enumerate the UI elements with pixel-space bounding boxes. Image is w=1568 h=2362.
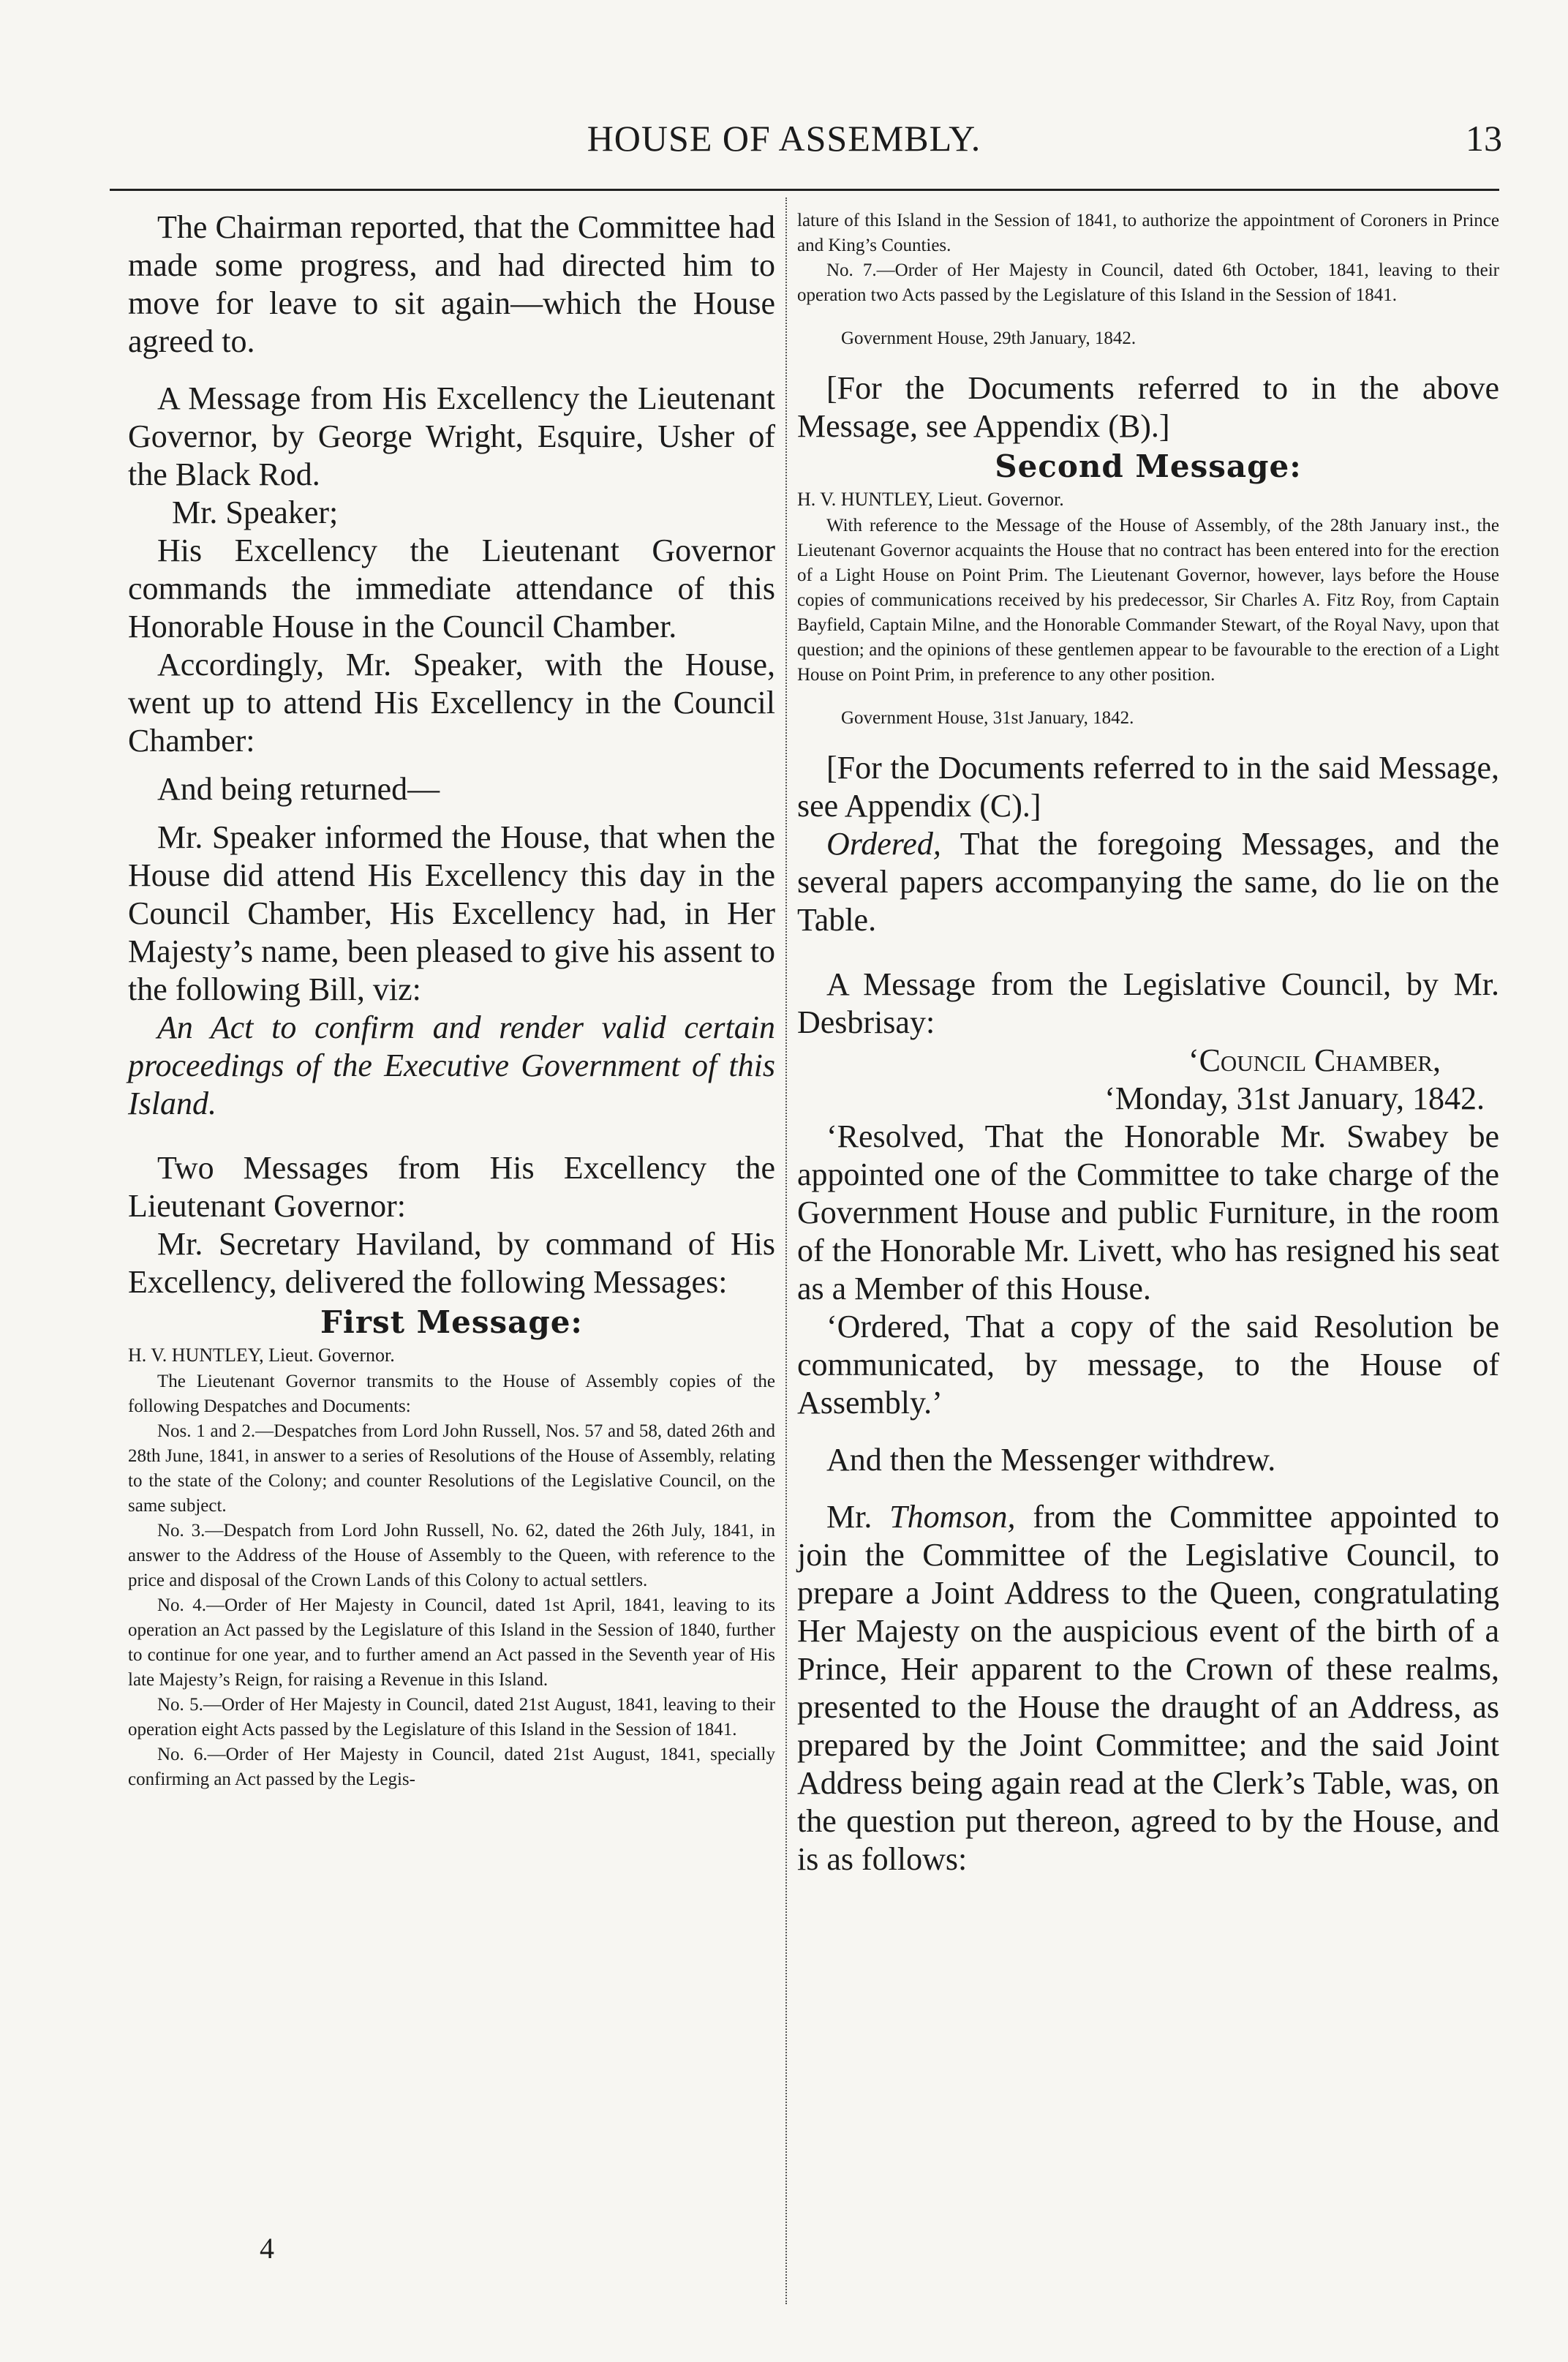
paragraph-resolved-swabey: ‘Resolved, That the Honorable Mr. Swabey be appointed one of the Committee to take charge of the Government House and public Furniture, in the room of the Honorable Mr. Livett, who has resigned his seat as a Member of this House. bbox=[797, 1118, 1499, 1306]
paragraph-commands-attendance: His Excellency the Lieutenant Governor commands the immediate attendance of this Honorable House in the Council Chamber. bbox=[128, 533, 775, 644]
document-no-3: No. 3.—Despatch from Lord John Russell, No. 62, dated the 26th July, 1841, in answer to the Address of the House of Assembly to the Queen, with reference to the price and disposal of the Crown Lands of this Colony to actual settlers. bbox=[128, 1521, 775, 1590]
paragraph-chairman-report: The Chairman reported, that the Committee had made some progress, and had directed him to move for leave to sit again—which the House agreed to. bbox=[128, 209, 775, 359]
document-no-6-continued: lature of this Island in the Session of 1841, to authorize the appointment of Coroners in Prince and King’s Counties. bbox=[797, 211, 1499, 255]
dateline-second-message: Government House, 31st January, 1842. bbox=[841, 708, 1134, 728]
document-no-5: No. 5.—Order of Her Majesty in Council, dated 21st August, 1841, leaving to their operation eight Acts passed by the Legislature of this Island in the Session of 1841. bbox=[128, 1695, 775, 1739]
first-message-signature: H. V. HUNTLEY, Lieut. Governor. bbox=[128, 1344, 395, 1366]
paragraph-act-title: An Act to confirm and render valid certain proceedings of the Executive Government of this Island. bbox=[128, 1009, 775, 1121]
paragraph-speaker-informed: Mr. Speaker informed the House, that when the House did attend His Excellency this day in the Council Chamber, His Excellency had, in Her Majesty’s name, been pleased to give his assent to the following Bill, viz: bbox=[128, 819, 775, 1007]
paragraph-being-returned: And being returned— bbox=[157, 771, 440, 807]
ordered-text: That the foregoing Messages, and the several papers accompanying the same, do lie on the Table. bbox=[797, 826, 1499, 938]
second-message-heading: Second Message: bbox=[995, 448, 1302, 484]
header-rule bbox=[110, 189, 1499, 191]
thomson-prefix: Mr. bbox=[826, 1499, 872, 1535]
council-chamber-line: ‘Council Chamber, bbox=[1188, 1042, 1441, 1078]
running-title: HOUSE OF ASSEMBLY. bbox=[587, 118, 981, 159]
paragraph-message-black-rod: A Message from His Excellency the Lieutenant Governor, by George Wright, Esquire, Usher of the Black Rod. bbox=[128, 380, 775, 492]
paragraph-appendix-c: [For the Documents referred to in the said Message, see Appendix (C).] bbox=[797, 750, 1499, 824]
second-message-body: With reference to the Message of the House of Assembly, of the 28th January inst., the Lieutenant Governor acquaints the House that no contract has been entered into for the erection of a Light House on Point Prim. The Lieutenant Governor, however, lays before the House copies of communications received by his predecessor, Sir Charles A. Fitz Roy, from Captain Bayfield, Captain Milne, and the Honorable Commander Stewart, of the Royal Navy, upon that question; and the opinions of these gentlemen appear to be favourable to the erection of a Light House on Point Prim, in preference to any other position. bbox=[797, 516, 1499, 685]
sheet-signature-mark: 4 bbox=[260, 2232, 274, 2265]
paragraph-appendix-b: [For the Documents referred to in the above Message, see Appendix (B).] bbox=[797, 370, 1499, 444]
paragraph-ordered-copy: ‘Ordered, That a copy of the said Resolution be communicated, by message, to the House of Assembly.’ bbox=[797, 1309, 1499, 1421]
paragraph-thomson-joint-address bbox=[797, 1498, 1499, 1878]
paragraph-two-messages: Two Messages from His Excellency the Lieutenant Governor: bbox=[128, 1150, 775, 1224]
paragraph-accordingly: Accordingly, Mr. Speaker, with the House, went up to attend His Excellency in the Council Chamber: bbox=[128, 647, 775, 759]
paragraph-secretary-haviland: Mr. Secretary Haviland, by command of His Excellency, delivered the following Messages: bbox=[128, 1226, 775, 1300]
page-header bbox=[0, 110, 1568, 168]
thomson-name: Thomson, bbox=[889, 1499, 1016, 1535]
first-message-intro: The Lieutenant Governor transmits to the House of Assembly copies of the following Despatches and Documents: bbox=[128, 1372, 775, 1416]
document-no-6: No. 6.—Order of Her Majesty in Council, dated 21st August, 1841, specially confirming an Act passed by the Legis- bbox=[128, 1745, 775, 1789]
column-divider bbox=[785, 198, 788, 2304]
document-no-4: No. 4.—Order of Her Majesty in Council, dated 1st April, 1841, leaving to its operation an Act passed by the Legislature of this Island in the Session of 1840, further to continue for one year, and to further amend an Act passed in the Seventh year of His late Majesty’s Reign, for raising a Revenue in this Island. bbox=[128, 1595, 775, 1690]
page-number: 13 bbox=[1466, 118, 1502, 159]
paragraph-mr-speaker: Mr. Speaker; bbox=[172, 494, 339, 530]
dateline-first-message: Government House, 29th January, 1842. bbox=[841, 328, 1137, 348]
second-message-signature: H. V. HUNTLEY, Lieut. Governor. bbox=[797, 489, 1064, 510]
paragraph-messenger-withdrew: And then the Messenger withdrew. bbox=[826, 1442, 1276, 1478]
first-message-heading: First Message: bbox=[320, 1304, 583, 1340]
thomson-text: from the Committee appointed to join the Committee of the Legislative Council, to prepare a Joint Address to the Queen, congratulating Her Majesty on the auspicious event of the birth of a Prince, Heir apparent to the Crown of these realms, presented to the House the draught of an Address, as prepared by the Joint Committee; and the said Joint Address being again read at the Clerk’s Table, was, on the question put thereon, agreed to by the House, and is as follows: bbox=[797, 1499, 1500, 1877]
left-column bbox=[128, 208, 775, 1792]
paragraph-ordered-lie-on-table bbox=[797, 825, 1499, 939]
document-nos-1-2: Nos. 1 and 2.—Despatches from Lord John Russell, Nos. 57 and 58, dated 26th and 28th June, 1841, in answer to a series of Resolutions of the House of Assembly, relating to the state of the Colony; and counter Resolutions of the Legislative Council, on the same subject. bbox=[128, 1421, 775, 1516]
paragraph-council-message: A Message from the Legislative Council, by Mr. Desbrisay: bbox=[797, 966, 1499, 1040]
council-date-line: ‘Monday, 31st January, 1842. bbox=[1104, 1080, 1485, 1116]
right-column bbox=[797, 208, 1499, 1878]
ordered-word: Ordered, bbox=[826, 826, 941, 862]
document-no-7: No. 7.—Order of Her Majesty in Council, dated 6th October, 1841, leaving to their operation two Acts passed by the Legislature of this Island in the Session of 1841. bbox=[797, 260, 1499, 305]
